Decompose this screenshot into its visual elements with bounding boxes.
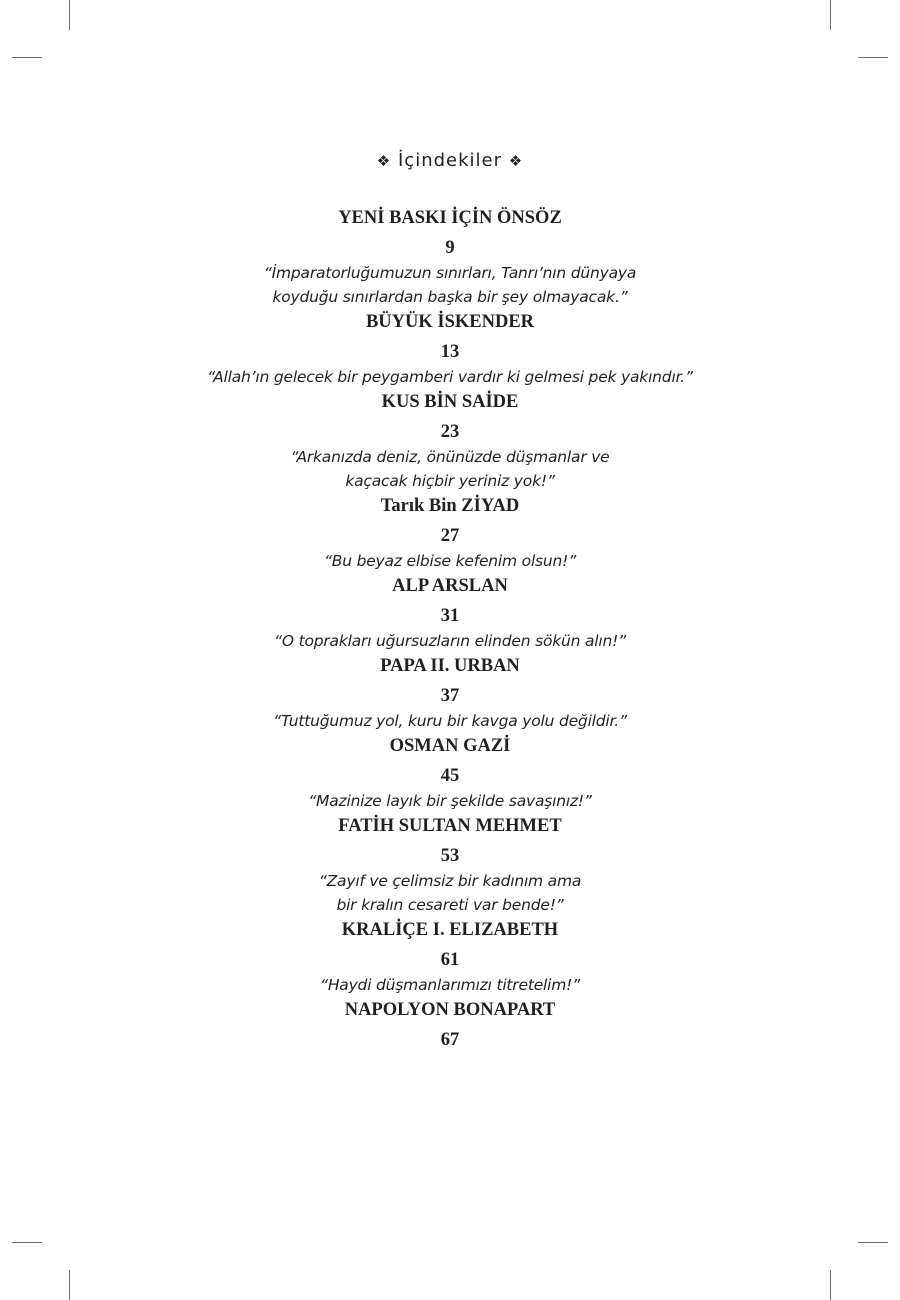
ornament-icon: ❖ [376, 152, 392, 170]
toc-heading [0, 150, 900, 171]
crop-mark [858, 57, 888, 58]
entry-title[interactable]: FATİH SULTAN MEHMET [338, 816, 562, 836]
entry-quote: “Haydi düşmanlarımızı titretelim!” [320, 976, 580, 994]
crop-mark [69, 1270, 70, 1300]
toc-entry [0, 310, 900, 389]
toc-entry [0, 494, 900, 573]
entry-title[interactable]: NAPOLYON BONAPART [344, 1000, 556, 1020]
toc-entry [0, 206, 900, 309]
crop-mark [858, 1242, 888, 1243]
entry-title[interactable]: KUS BİN SAİDE [381, 392, 519, 412]
entry-quote: “İmparatorluğumuzun sınırları, Tanrı’nın dünyaya koyduğu sınırlardan başka bir şey olmayacak.” [263, 264, 637, 306]
table-of-contents [0, 206, 900, 1053]
entry-quote: “Zayıf ve çelimsiz bir kadınım ama bir kralın cesareti var bende!” [318, 872, 582, 914]
entry-title[interactable]: Tarık Bin ZİYAD [380, 496, 520, 516]
entry-page-number: 45 [440, 766, 460, 786]
toc-entry [0, 734, 900, 813]
crop-mark [69, 0, 70, 30]
entry-title[interactable]: KRALİÇE I. ELIZABETH [341, 920, 559, 940]
entry-page-number: 13 [440, 342, 460, 362]
entry-page-number: 23 [440, 422, 460, 442]
toc-entry [0, 390, 900, 493]
crop-mark [830, 0, 831, 30]
entry-quote: “Tuttuğumuz yol, kuru bir kavga yolu değildir.” [273, 712, 627, 730]
entry-page-number: 61 [440, 950, 460, 970]
entry-title[interactable]: PAPA II. URBAN [380, 656, 520, 676]
crop-mark [830, 1270, 831, 1300]
entry-page-number: 53 [440, 846, 460, 866]
entry-title[interactable]: ALP ARSLAN [392, 576, 508, 596]
entry-page-number: 31 [440, 606, 460, 626]
entry-page-number: 37 [440, 686, 460, 706]
toc-entry [0, 918, 900, 997]
toc-entry [0, 814, 900, 917]
entry-title[interactable]: YENİ BASKI İÇİN ÖNSÖZ [338, 208, 562, 228]
entry-page-number: 9 [445, 238, 455, 258]
entry-quote: “Mazinize layık bir şekilde savaşınız!” [308, 792, 592, 810]
entry-quote: “Arkanızda deniz, önünüzde düşmanlar ve kaçacak hiçbir yeriniz yok!” [290, 448, 610, 490]
entry-page-number: 27 [440, 526, 460, 546]
ornament-icon: ❖ [508, 152, 524, 170]
entry-title[interactable]: BÜYÜK İSKENDER [365, 312, 535, 332]
entry-title[interactable]: OSMAN GAZİ [389, 736, 511, 756]
toc-entry [0, 574, 900, 653]
toc-entry [0, 998, 900, 1053]
entry-quote: “Allah’ın gelecek bir peygamberi vardır ki gelmesi pek yakındır.” [207, 368, 693, 386]
crop-mark [12, 1242, 42, 1243]
entry-page-number: 67 [440, 1030, 460, 1050]
entry-quote: “O toprakları uğursuzların elinden sökün alın!” [274, 632, 626, 650]
entry-quote: “Bu beyaz elbise kefenim olsun!” [323, 552, 577, 570]
toc-heading-text: İçindekiler [397, 150, 502, 171]
crop-mark [12, 57, 42, 58]
toc-entry [0, 654, 900, 733]
